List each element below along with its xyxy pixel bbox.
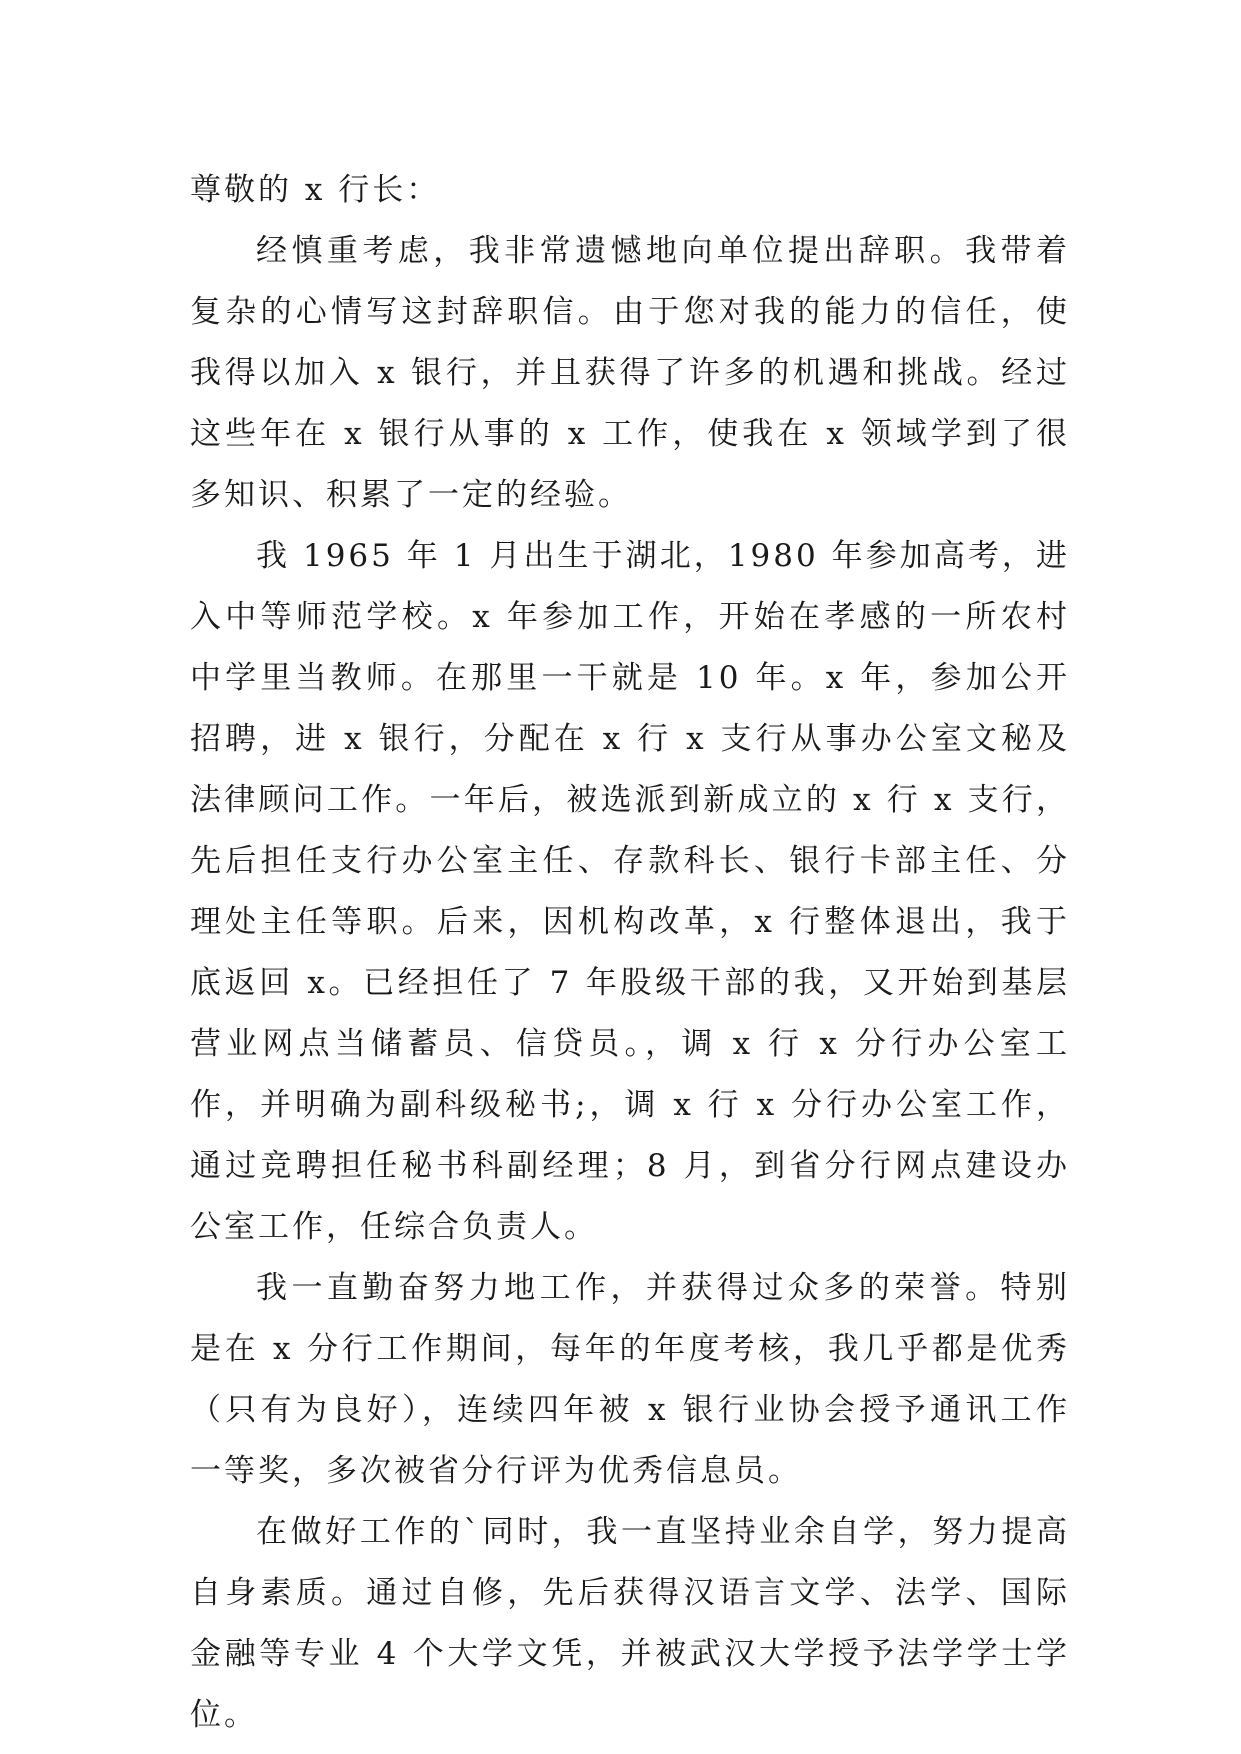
paragraph-honors: 我一直勤奋努力地工作，并获得过众多的荣誉。特别是在 x 分行工作期间，每年的年度考核，我几乎都是优秀（只有为良好），连续四年被 x 银行业协会授予通讯工作一等奖，多次被省分行评为优秀信息员。 — [190, 1270, 1070, 1489]
paragraph-self-study: 在做好工作的`同时，我一直坚持业余自学，努力提高自身素质。通过自修，先后获得汉语言文学、法学、国际金融等专业 4 个大学文凭，并被武汉大学授予法学学士学位。 — [190, 1514, 1070, 1733]
paragraph-resignation: 经慎重考虑，我非常遗憾地向单位提出辞职。我带着复杂的心情写这封辞职信。由于您对我的能力的信任，使我得以加入 x 银行，并且获得了许多的机遇和挑战。经过这些年在 x 银行从事的 x 工作，使我在 x 领域学到了很多知识、积累了一定的经验。 — [190, 233, 1070, 513]
paragraph-career-history: 我 1965 年 1 月出生于湖北，1980 年参加高考，进入中等师范学校。x 年参加工作，开始在孝感的一所农村中学里当教师。在那里一干就是 10 年。x 年，参加公开招聘，进 x 银行，分配在 x 行 x 支行从事办公室文秘及法律顾问工作。一年后，被选派到新成立的 x 行 x 支行，先后担任支行办公室主任、存款科长、银行卡部主任、分理处主任等职。后来，因机构改革，x 行整体退出，我于底返回 x。已经担任了 7 年股级干部的我，又开始到基层营业网点当储蓄员、信贷员。，调 x 行 x 分行办公室工作，并明确为副科级秘书;，调 x 行 x 分行办公室工作，通过竞聘担任秘书科副经理；8 月，到省分行网点建设办公室工作，任综合负责人。 — [190, 538, 1070, 1245]
salutation: 尊敬的 x 行长： — [190, 172, 441, 208]
letter-body — [190, 160, 1070, 1746]
